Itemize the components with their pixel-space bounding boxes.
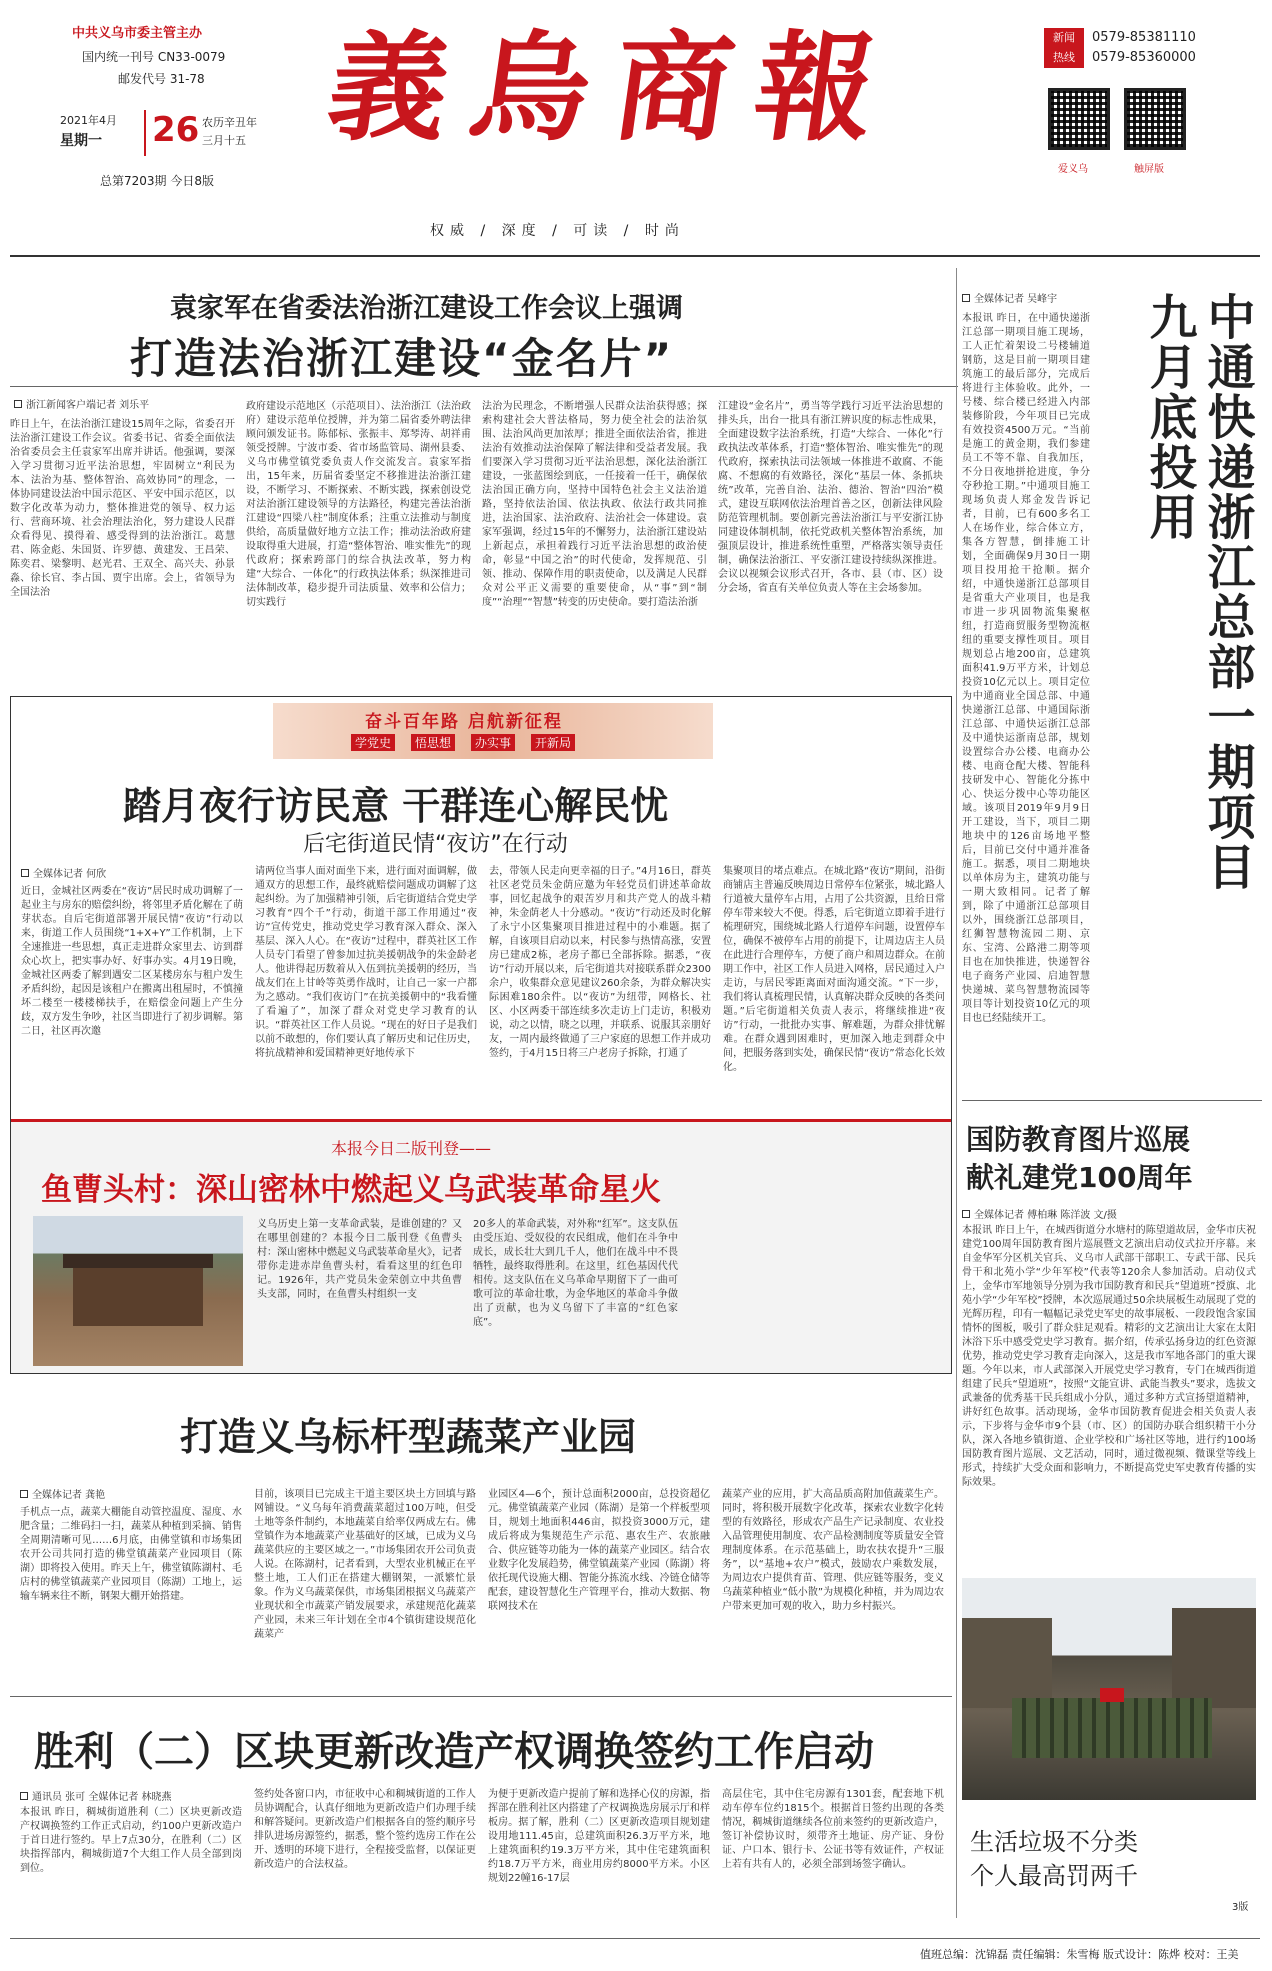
slogan: 权威 / 深度 / 可读 / 时尚 [430,223,685,239]
lead-col-4: 江建设“金名片”，勇当等学践行习近平法治思想的排头兵，出台一批具有浙江辨识度的标志性成果，全面建设数字法治系统，打造“大综合、一体化”行政执法改革体系，打造“整体智治、唯实惟先”的现代政府，探索执法司法领域一体推进不敢腐、不能腐、不想腐的有效路径，深化“基层一体、条抓块统”改革，完善自治、法治、德治、智治“四治”模式，建设互联网依法治理首善之区，创新法律风险防范管理机制。要创新完善法治浙江与平安浙江协同建设体制机制，依托党政机关整体智治系统，加强顶层设计，推进系统性重塑，严格落实领导责任制，确保法治浙江、平安浙江建设持续纵深推进。会议以视频会议形式召开，各市、县（市、区）设分会场，省直有关单位负责人等在主会场参加。 [718,401,943,594]
veg-byline-text: 全媒体记者 龚艳 [32,1490,106,1501]
byline-marker [962,294,970,302]
masthead-postal: 邮发代号 31-78 [118,72,205,86]
phone-1: 0579-85381110 [1092,30,1196,45]
feature-col-2: 请两位当事人面对面坐下来，进行面对面调解，做通双方的思想工作，最终就赔偿问题成功调解了这起纠纷。为了加强精神引领，后宅街道结合党史学习教育“四个千”行动，街道干部工作用通过“夜访”宣传党史，推动党史学习教育深入群众、深入基层、深入人心。在“夜访”过程中，群英社区工作人员专门看望了曾参加过抗美援朝战争的朱金龄老人。他讲得起历数着从入伍到抗美援朝的经历，当战友们在上甘岭等英勇作战时，让自己一家一户都为之感动。“我们夜访门”在抗美援朝中的“我看懂了看遍了”，加深了群众对党史学习教育的认识。“群英社区工作人员说。“现在的好日子是我们以前不敢想的，你们要认真了解历史和记住历史，将抗战精神和爱国精神更好地传承下 [255,866,477,1059]
byline-marker [20,1792,28,1800]
teaser-box [11,1119,951,1373]
garbage-line-2: 个人最高罚两千 [970,1862,1138,1890]
masthead-rule [10,255,1260,257]
defense-story [962,1100,1262,1570]
lead-col-2: 政府建设示范地区（示范项目）、法治浙江（法治政府）建设示范单位授牌，并为第二届省委外聘法律顾问颁发证书。陈郁标、张振丰、郑琴涛、胡祥甫领受授牌。宁波市委、省市场监管局、湖州县委、义乌市佛堂镇党委负责人作交流发言。袁家军指出，15年来，历届省委坚定不移推进法治浙江建设，不断学习、不断探索、不断实践，探索创设党对法治浙江建设领导的方法路径，构建完善法治浙江建设“四梁八柱”制度体系；注重立法推动与制度供给，高质量做好地方立法工作；推动法治政府建设取得重大进展，打造“整体智治、唯实惟先”的现代政府；探索跨部门的综合执法改革，努力构建“大综合、一体化”的行政执法体系；纵深推进司法体制改革，稳步提升司法质量、效率和公信力；切实践行 [246,401,471,608]
feature-col-3: 去，带领人民走向更幸福的日子。”4月16日，群英社区老党员朱金荫应邀为年轻党员们讲述革命故事，回忆起战争的艰苦岁月和共产党人的战斗精神，朱金荫老人十分感动。“夜访”行动还及时化解了永宁小区集聚项目推进过程中的小难题。据了解，自该项目启动以来，村民参与热情高涨，安置房已建成2栋，老房子都已全部拆除。据悉，“夜访”行动开展以来，后宅街道共对接联系群众2300余户，收集群众意见建议260余条，为群众解决实际困难180余件。以“夜访”为纽带，网格长、社区、小区两委干部连续多次走访上门走访，积极劝说，动之以情，晓之以理，并联系、说服其亲朋好友，一周内最终做通了三户家庭的思想工作并成功签约，于4月15日将三户老房子拆除，打通了 [489,866,711,1059]
veg-col-2: 目前，该项目已完成主干道主要区块土方回填与路网铺设。“义乌每年消费蔬菜超过100万吨，但受土地等条件制约，本地蔬菜自给率仅两成左右。佛堂镇作为本地蔬菜产业基础好的区域，已成为义乌蔬菜供应的主要区域之一。”市场集团农开公司负责人说。在陈湖村，记者看到，大型农业机械正在平整土地，工人们正在搭建大棚钢架，一派繁忙景象。作为义乌蔬菜保供，市场集团根据义乌蔬菜产业现状和全市蔬菜产销发展要求，承建规范化蔬菜产业园，未来三年计划在全市4个镇街建设规范化蔬菜产 [254,1489,476,1640]
bottom-byline [20,1788,172,1803]
masthead-org: 中共义乌市委主管主办 [72,26,203,41]
teaser-label: 本报今日二版刊登—— [331,1139,492,1158]
garbage-teaser [962,1808,1262,1918]
byline-marker [20,1490,28,1498]
lead-story [10,268,958,686]
lead-kicker: 袁家军在省委法治浙江建设工作会议上强调 [170,293,683,324]
feature-byline [21,865,106,880]
express-byline-text: 全媒体记者 吴峰宇 [974,294,1058,305]
qr-caption-2: 触屏版 [1134,164,1164,175]
banner-tag: 开新局 [531,734,575,751]
veg-col-3: 业园区4—6个，预计总面积2000亩，总投资超亿元。佛堂镇蔬菜产业园（陈湖）是第一个样板型项目，规划土地面积446亩，拟投资3000万元，建成后将成为集规范生产示范、惠农生产、农旅融合、供应链等功能为一体的蔬菜产业园区。结合农业数字化发展趋势，佛堂镇蔬菜产业园（陈湖）将依托现代设施大棚、智能分拣流水线、冷链仓储等配套，建设智慧化生产管理平台，推动大数据、物联网技术在 [488,1489,710,1612]
veg-col-1: 手机点一点，蔬菜大棚能自动管控温度、湿度、水肥含量；二维码扫一扫，蔬菜从种植到采摘、销售全周期清晰可见……6月底，由佛堂镇和市场集团农开公司共同打造的佛堂镇蔬菜产业园项目（陈湖）即将投入使用。昨天上午，佛堂镇陈湖村、毛店村的佛堂镇蔬菜产业园项目（陈湖）工地上，运输车辆来往不断，钢架大棚开始搭建。 [20,1507,242,1602]
express-story [962,268,1262,1098]
lead-byline-text: 浙江新闻客户端记者 刘乐平 [26,400,150,411]
right-column-rule [956,268,957,1918]
teaser-photo [33,1216,243,1366]
bottom-col-2: 签约处各窗口内，市征收中心和稠城街道的工作人员协调配合，认真仔细地为更新改造户们办理手续和解答疑问。更新改造户们根据各自的签约顺序号排队进场房源签约，据悉，整个签约选房工作在公开、透明的环境下进行，全程接受监督，以保证更新改造户的合法权益。 [254,1789,476,1870]
qr-caption-1: 爱义乌 [1058,164,1088,175]
hotline-badge [1044,28,1084,68]
lunar-year: 农历辛丑年 [202,116,257,129]
banner-tag: 学党史 [351,734,395,751]
bottom-headline: 胜利（二）区块更新改造产权调换签约工作启动 [34,1729,874,1775]
defense-body: 本报讯 昨日上午，在城西街道分水塘村的陈望道故居，金华市庆祝建党100周年国防教育图片巡展暨文艺演出启动仪式拉开序幕。来自金华军分区机关官兵、义乌市人武部干部职工、专武干部、民兵骨干和北苑小学“少年军校”代表等120余人参加活动。启动仪式上，金华市军地领导分别为我市国防教育和民兵“望道班”授旗、北苑小学“少年军校”授牌，本次巡展通过50余块展板生动展现了党的光辉历程，印有一幅幅记录党史军史的故事展板、一段段饱含家国情怀的图板，吸引了群众驻足观看。精彩的文艺演出让大家在太阳沐浴下乐中感受党史学习教育。据介绍，传承弘扬身边的红色资源优势，推动党史学习教育走向深入，这是我市军地各部门的重大课题。今年以来，市人武部深入开展党史学习教育，专门在城西街道组建了民兵“望道班”，按照“文能宣讲、武能当教头”要求，选拔文武兼备的优秀基干民兵组成小分队，通过多种方式宣扬望道精神，讲好红色故事。活动现场，金华市国防教育促进会相关负责人表示，下步将与金华市9个县（市、区）的国防办联合组织精干小分队，深入各地乡镇街道、企业学校和广场社区等地，进行约100场国防教育图片巡展、文艺活动，同时，通过微视频、微课堂等线上形式，持续扩大受众面和影响力，不断提高党史军史教育传播的实际效果。 [962,1225,1256,1488]
date-divider [144,110,146,156]
bottom-col-4: 高层住宅，其中住宅房源有1301套，配套地下机动车停车位约1815个。根据首日签约出现的各类情况，稠城街道继续各位前来签约的更新改造户，签订补偿协议时，须带齐土地证、房产证、身份证、户口本、银行卡、公证书等有效证件，产权证上若有共有人的，必须全部到场签字确认。 [722,1789,944,1870]
banner-tag: 悟思想 [411,734,455,751]
qr-code-1 [1048,88,1110,150]
photo-building-left [962,1618,1052,1708]
defense-byline [962,1206,1117,1221]
banner-title: 奋斗百年路 启航新征程 [365,712,563,732]
newspaper-title: 義烏商報 [320,18,908,157]
bottom-col-1: 本报讯 昨日，稠城街道胜利（二）区块更新改造产权调换签约工作正式启动，约100户更新改造户于首日进行签约。早上7点30分，在胜利（二）区块指挥部内，稠城街道7个大组工作人员全部到岗到位。 [20,1807,242,1874]
teaser-col-1: 义乌历史上第一支革命武装，是谁创建的？又在哪里创建的？本报今日二版刊登《鱼曹头村：深山密林中燃起义乌武装革命星火》，记者带你走进赤岸鱼曹头村，看看这里的红色印记。1926年，共产党员朱金荣创立中共鱼曹头支部，同时，在鱼曹头村组织一支 [257,1219,462,1300]
express-byline [962,290,1057,305]
date-block [60,110,270,160]
defense-photo [962,1578,1256,1800]
footer-rule [10,1938,1260,1939]
feature-byline-text: 全媒体记者 何欣 [33,869,107,880]
lead-col-1: 昨日上午，在法治浙江建设15周年之际，省委召开法治浙江建设工作会议。省委书记、省委全面依法治省委员会主任袁家军出席并讲话。他强调，要深入学习贯彻习近平法治思想，牢固树立“利民为本、法治为基、整体智治、高效协同”的理念，一体协同建设法治中国示范区、平安中国示范区，以数字化改革为动力，整体推进党的领导、权力运行、营商环境、社会治理法治化，努力建设人民群众看得见、摸得着、感受得到的法治浙江。葛慧君、陈金彪、朱国贤、许罗德、黄建发、王昌荣、陈奕君、梁黎明、赵光君、王双全、高兴夫、孙景淼、徐长官、李占国、贾宇出席。会上，省领导为全国法治 [10,419,235,598]
feature-col-4: 集聚项目的堵点难点。在城北路“夜访”期间，沿街商铺店主普遍反映周边日常停车位紧张，城北路人行道被大量停车占用，占用了公共资源，且给日常停车带来较大不便。得悉，后宅街道立即着手进行梳理研究，围绕城北路人行道停车问题，设置停车位，确保不被停车占用的前提下，让周边店主人员在此进行合理停车，方便了商户和周边群众。在前期工作中，社区工作人员进入网格，居民通过入户走访，与居民零距离面对面沟通交流。“下一步，我们将认真梳理民情，认真解决群众反映的各类问题。”后宅街道相关负责人表示，将继续推进“夜访”行动，一批批办实事、解难题，为群众排忧解难。在群众遇到困难时，更加深入地走到群众中间，把服务落到实处，确保民情“夜访”常态化长效化。 [723,866,945,1073]
hotline-label-1: 新闻 [1053,31,1075,44]
express-headline: 中通快递浙江总部一期项目九月底投用 [1141,292,1255,892]
day-number: 26 [152,110,200,150]
masthead [0,0,1272,239]
feature-col-1: 近日，金城社区两委在“夜访”居民时成功调解了一起业主与房东的赔偿纠纷，将邻里矛盾化解在了萌芽状态。自后宅街道部署开展民情“夜访”行动以来，街道工作人员围绕“1+X+Y”工作机制，上下全速推进一些思想，真正走进群众家里去、访到群众心坎上，把实事办好、好事办实。4月19日晚，金城社区两委了解到遇安二区某楼房东与租户发生矛盾纠纷，起因是该租户在搬离出租屋时，不慎撞坏二楼至一楼楼梯扶手，在赔偿金问题上产生分歧，双方发生争吵，社区当即进行了初步调解。第二日，社区再次邀 [21,886,243,1037]
express-body-text: 本报讯 昨日，在中通快递浙江总部一期项目施工现场，工人正忙着架设二号楼辅道钢筋，这是目前一期项目建筑施工的最后部分，完成后将进行主体验收。此外，一号楼、综合楼已经进入内部装修阶段，今年项目已完成有效投资4500万元。“当前是施工的黄金期，我们参建员工不等不靠、自我加压，不分日夜地拼抢进度，争分夺秒抢工期。”中通项目施工现场负责人郑金发告诉记者，目前，已有600多名工人在场作业，综合体立方，集各方智慧，倒排施工计划，全面确保9月30日一期项目投用抢干抢顺。据介绍，中通快递浙江总部项目是省重大产业项目，也是我市进一步巩固物流集聚枢纽，打造商贸服务型物流枢纽的重要支撑性项目。项目规划总占地200亩，总建筑面积41.9万平方米，计划总投资10亿元以上。项目定位为中通商业全国总部、中通快递浙江总部、中通国际浙江总部、中通快运浙江总部及中通快运浙南总部，规划设置综合办公楼、电商办公楼、电商仓配大楼、智能科技研发中心、智能化分拣中心、快运分拨中心等功能区域。该项目2019年9月9日开工建设，当下，项目二期地块中的126亩场地平整后，目前已交付中通并准备施工。据悉，项目二期地块以单体房为主，建筑功能与一期大致相同。记者了解到，除了中通浙江总部项目以外，围绕浙江总部项目，红狮智慧物流园二期、京东、宝湾、公路港二期等项目也在加快推进，快递智谷电子商务产业园、启迪智慧快递城、菜鸟智慧物流园等项目等计划投资10亿元的项目也已经陆续开工。 [962,313,1090,1024]
express-body-top [962,312,1090,1102]
photo-crowd [1012,1698,1212,1758]
banner-tag: 办实事 [471,734,515,751]
teaser-photo-roof [63,1254,213,1268]
lunar-day: 三月十五 [202,134,246,147]
defense-headline-1: 国防教育图片巡展 [966,1123,1191,1156]
veg-bottom-rule [10,1696,952,1697]
defense-byline-text: 全媒体记者 傅柏琳 陈洋波 文/摄 [974,1210,1117,1221]
footer-credits: 值班总编：沈锦磊 责任编辑：朱雪梅 版式设计：陈烨 校对：王美 [920,1948,1239,1961]
lead-col-3: 法治为民理念，不断增强人民群众法治获得感；探索构建社会大普法格局，努力使全社会的法治氛围、法治风尚更加浓厚；推进全面依法治省，推进法治有效推动法治保障了解法律和受益者发展。我们要深入学习贯彻习近平法治思想，深化法治浙江建设，一张蓝图绘到底，一任接着一任干，确保依法治国正确方向，坚持中国特色社会主义法治道路，坚持依法治国、依法执政、依法行政共同推进，法治国家、法治政府、法治社会一体建设。袁家军强调，经过15年的不懈努力，法治浙江建设站上新起点，承担着践行习近平法治思想的政治使命，彰显“中国之治”的时代使命，发挥规范、引领、推动、保障作用的职责使命，以及满足人民群众对公平正义需要的重要使命，从“事”到“制度”“治理”“智慧”转变的历史使命。要打造法治浙 [482,401,707,608]
byline-marker [14,400,22,408]
veg-col-4: 蔬菜产业的应用，扩大高品质高附加值蔬菜生产。同时，将积极开展数字化改革，探索农业数字化转型的有效路径，形成农产品生产记录制度、农业投入品管理使用制度、农产品检测制度等质量安全管理制度体系。在示范基础上，助农扶农提升“三服务”，以“基地+农户”模式，鼓励农户乘数发展，为周边农户提供育苗、管理、供应链等服务，变义乌蔬菜种植业“低小散”为规模化种植，并为周边农户带来更加可观的收入，助力乡村振兴。 [722,1489,944,1612]
weekday: 星期一 [60,133,102,149]
bottom-story [10,1700,952,1930]
banner-tags [351,734,575,751]
feature-headline: 踏月夜行访民意 干群连心解民忧 [123,784,669,828]
teaser-col-2: 20多人的革命武装，对外称“红军”。这支队伍由受压迫、受奴役的农民组成，他们在斗争中成长，成长壮大到几千人，他们在战斗中不畏牺牲，最终取得胜利。在这里，红色基因代代相传。这支队伍在义乌革命早期留下了一曲可歌可泣的革命壮歌，为金华地区的革命斗争做出了贡献，也为义乌留下了丰富的“红色家底”。 [473,1219,678,1328]
defense-top-rule [962,1100,1262,1101]
lead-rule [10,386,958,387]
veg-headline: 打造义乌标杆型蔬菜产业园 [180,1415,637,1459]
masthead-issn: 国内统一刊号 CN33-0079 [82,50,226,64]
bottom-byline-text: 通讯员 张可 全媒体记者 林晓燕 [32,1792,172,1803]
photo-building-right [1172,1608,1256,1708]
feature-box [10,696,952,1374]
feature-subhead: 后宅街道民情“夜访”在行动 [303,832,568,857]
phone-2: 0579-85360000 [1092,50,1196,65]
feature-banner [273,703,713,759]
teaser-headline: 鱼曹头村：深山密林中燃起义乌武装革命星火 [41,1172,661,1208]
lead-byline [14,396,149,411]
date-ym: 2021年4月 [60,114,117,127]
teaser-photo-building [73,1266,203,1326]
qr-code-2 [1124,88,1186,150]
garbage-page-ref: 3版 [1232,1902,1249,1913]
issue-number: 总第7203期 今日8版 [100,174,214,188]
lead-headline: 打造法治浙江建设“金名片” [130,334,674,383]
bottom-col-3: 为便于更新改造户提前了解和选择心仪的房源，指挥部在胜利社区内搭建了产权调换选房展示厅和样板房。据了解，胜利（二）区更新改造项目规划建设用地111.45亩，总建筑面积26.3万平方米，地上建筑面积约19.3万平方米，其中住宅建筑面积约18.7万平方米，商业用房约8000平方米。小区规划22幢16-17层 [488,1789,710,1884]
photo-flag [1100,1688,1124,1702]
garbage-line-1: 生活垃圾不分类 [970,1828,1138,1856]
byline-marker [962,1210,970,1218]
hotline-label-2: 热线 [1053,51,1075,64]
defense-headline-2: 献礼建党100周年 [966,1161,1193,1194]
veg-byline [20,1486,105,1501]
veg-story [10,1382,952,1692]
byline-marker [21,869,29,877]
